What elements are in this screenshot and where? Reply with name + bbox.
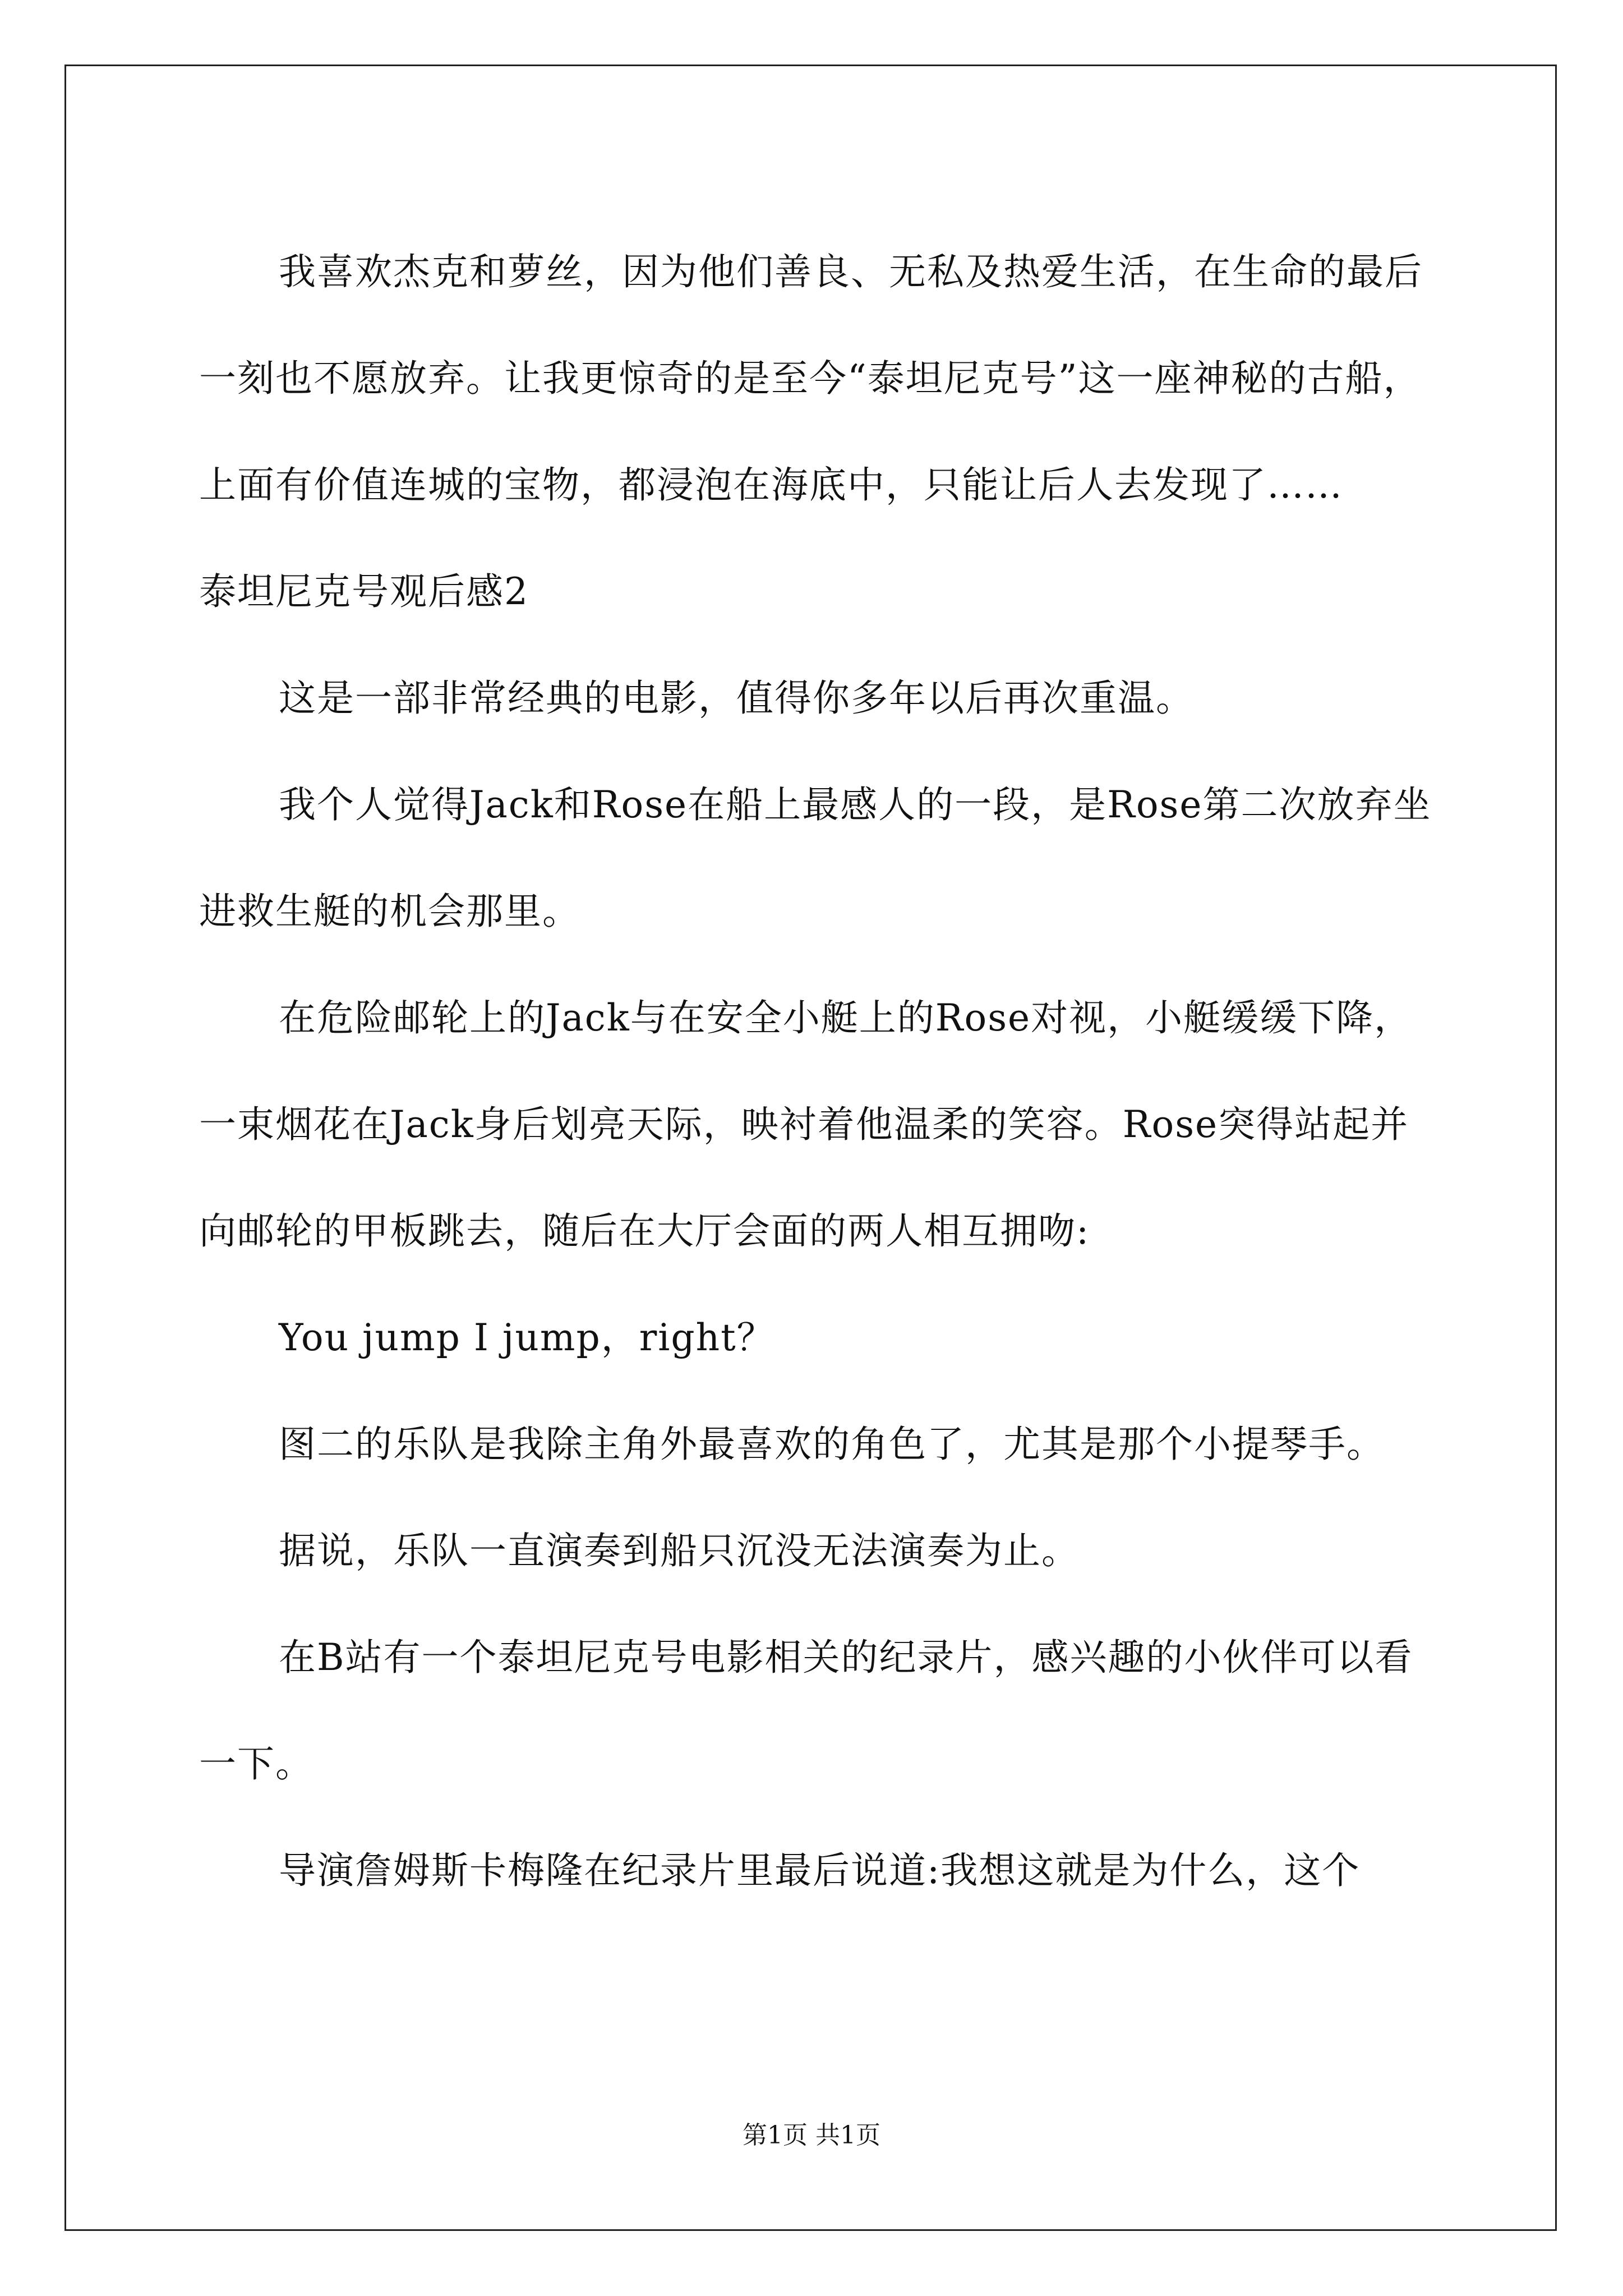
paragraph-fireworks: 在危险邮轮上的Jack与在安全小艇上的Rose对视，小艇缓缓下降，一束烟花在Jack身后划亮天际，映衬着他温柔的笑容。Rose突得站起并向邮轮的甲板跳去，随后在大厅会面的两人相互拥吻: (199, 996, 1413, 1253)
paragraph-quote: You jump I jump，right？ (279, 1316, 775, 1359)
paragraph-classic: 这是一部非常经典的电影，值得你多年以后再次重温。 (279, 677, 1194, 720)
paragraph-band: 图二的乐队是我除主角外最喜欢的角色了，尤其是那个小提琴手。 (279, 1423, 1385, 1466)
document-body (199, 219, 1433, 1924)
paragraph-director: 导演詹姆斯卡梅隆在纪录片里最后说道:我想这就是为什么，这个 (279, 1849, 1361, 1892)
page-footer: 第1页 共1页 (743, 2121, 880, 2150)
section-heading: 泰坦尼克号观后感2 (199, 570, 529, 613)
paragraph-touching-scene: 我个人觉得Jack和Rose在船上最感人的一段，是Rose第二次放弃坐进救生艇的机会那里。 (199, 783, 1432, 933)
paragraph-intro: 我喜欢杰克和萝丝，因为他们善良、无私及热爱生活，在生命的最后一刻也不愿放弃。让我更惊奇的是至今“泰坦尼克号”这一座神秘的古船，上面有价值连城的宝物，都浸泡在海底中，只能让后人去发现了…… (199, 250, 1423, 507)
paragraph-band-played: 据说，乐队一直演奏到船只沉没无法演奏为止。 (279, 1529, 1080, 1572)
paragraph-documentary: 在B站有一个泰坦尼克号电影相关的纪录片，感兴趣的小伙伴可以看一下。 (199, 1636, 1413, 1786)
